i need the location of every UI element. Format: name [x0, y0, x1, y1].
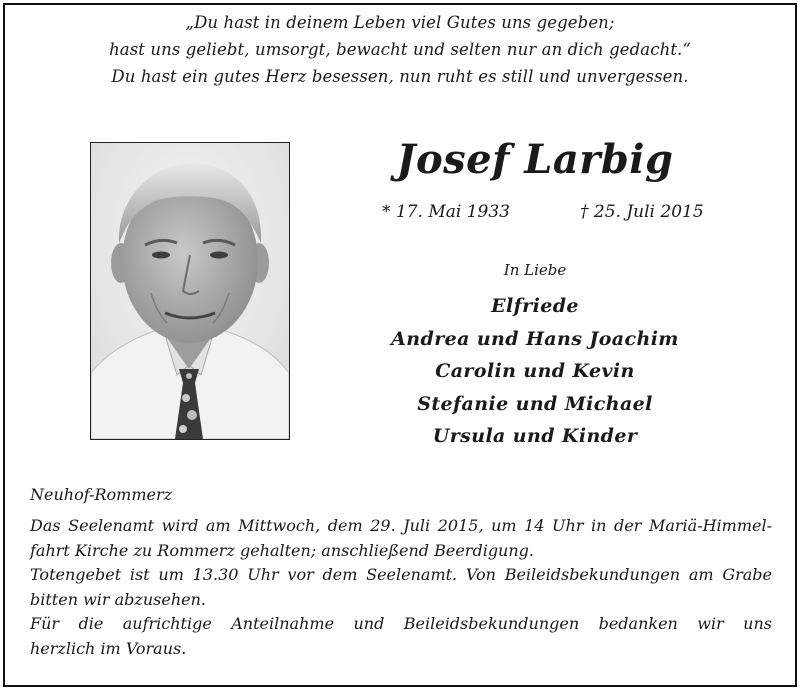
service-notice	[30, 514, 772, 661]
notice-line: Totengebet ist um 13.30 Uhr vor dem Seelenamt. Von Beileidsbekundungen am Grabe	[30, 565, 772, 584]
poem-line: Du hast ein gutes Herz besessen, nun ruht es still und unvergessen.	[111, 67, 689, 86]
notice-line: bitten wir abzusehen.	[30, 589, 206, 609]
birth-date: * 17. Mai 1933	[382, 202, 510, 222]
deceased-name: Josef Larbig	[396, 136, 674, 183]
mourner-name: Ursula und Kinder	[432, 425, 638, 447]
portrait-photo	[90, 142, 290, 440]
mourner-name: Elfriede	[491, 295, 579, 317]
memorial-poem	[0, 9, 800, 90]
mourner-name: Stefanie und Michael	[417, 392, 653, 415]
death-date: † 25. Juli 2015	[580, 202, 704, 222]
notice-line: fahrt Kirche zu Rommerz gehalten; anschließend Beerdigung.	[30, 540, 534, 560]
notice-line: Das Seelenamt wird am Mittwoch, dem 29. Juli 2015, um 14 Uhr in der Mariä-Himmel-	[30, 516, 772, 535]
in-love-label: In Liebe	[503, 261, 567, 279]
place-name: Neuhof-Rommerz	[30, 485, 173, 504]
mourner-name: Carolin und Kevin	[435, 360, 635, 382]
notice-line: herzlich im Voraus.	[30, 638, 187, 658]
poem-line: „Du hast in deinem Leben viel Gutes uns gegeben;	[185, 13, 615, 32]
mourners-list	[360, 290, 710, 453]
mourner-name: Andrea und Hans Joachim	[391, 327, 679, 350]
poem-line: hast uns geliebt, umsorgt, bewacht und selten nur an dich gedacht.“	[109, 40, 691, 59]
notice-line: Für die aufrichtige Anteilnahme und Beileidsbekundungen bedanken wir uns	[30, 614, 772, 633]
